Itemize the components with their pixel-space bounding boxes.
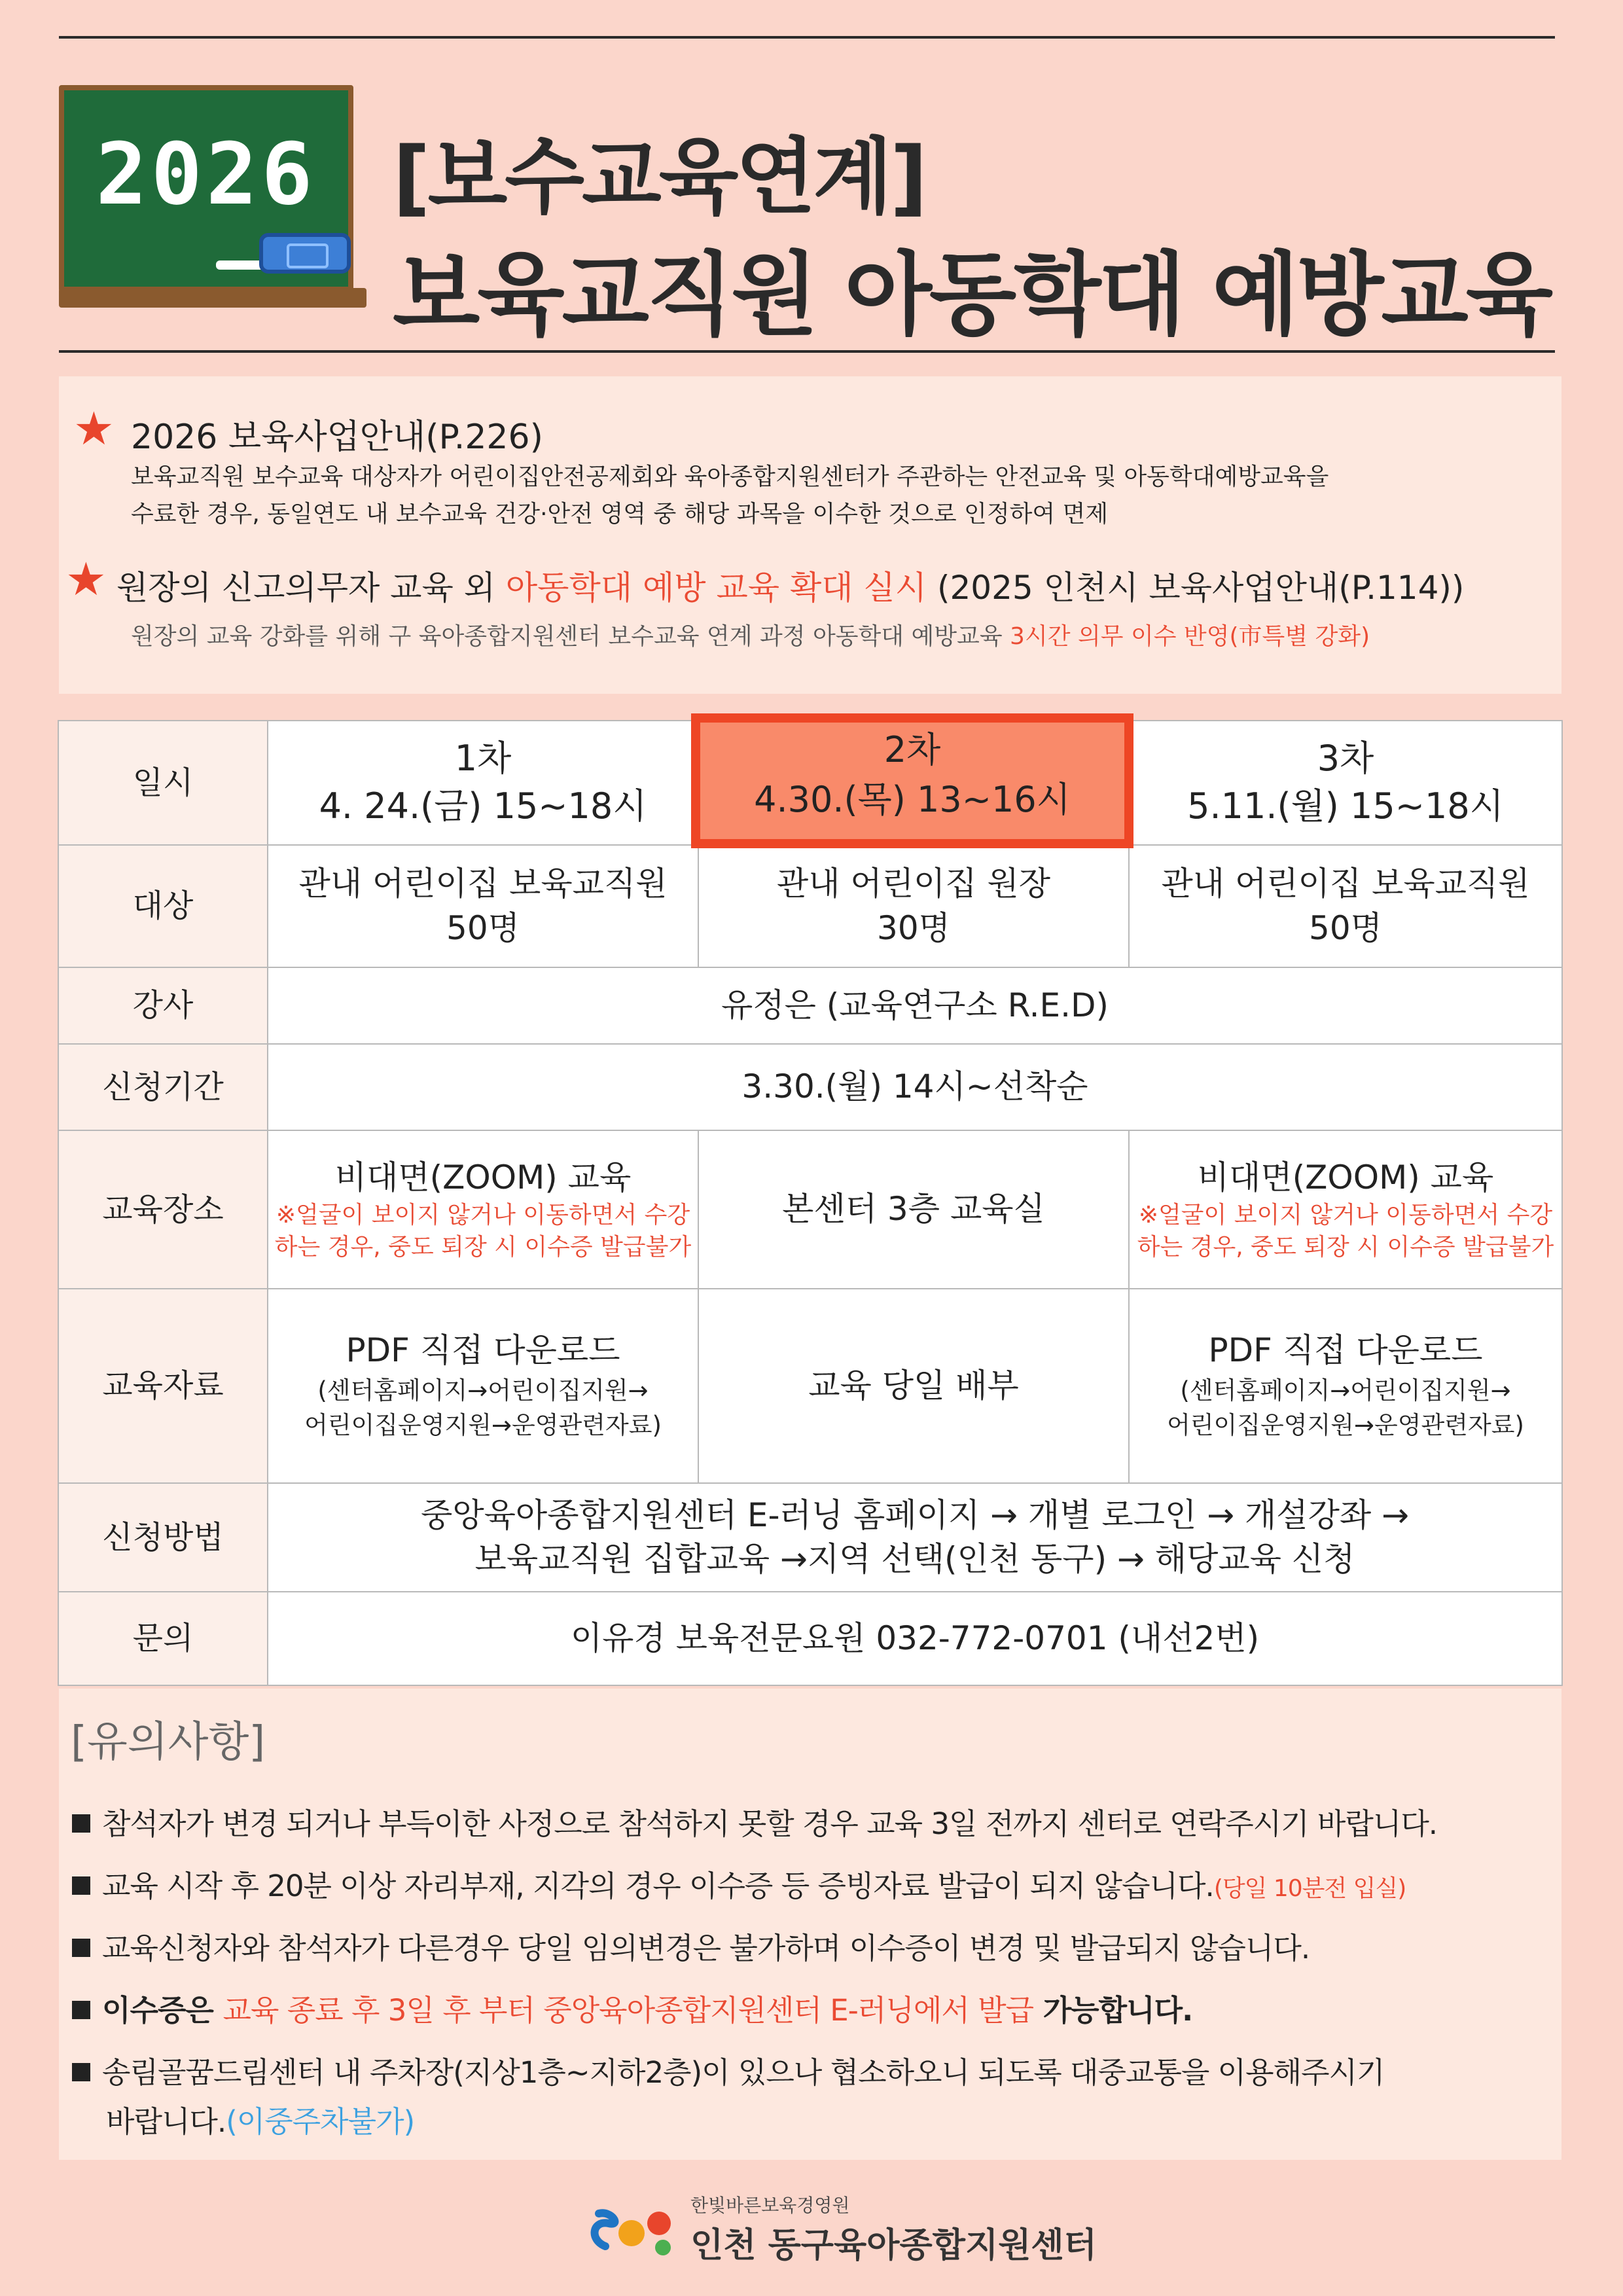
bullet-square-icon <box>72 2001 90 2019</box>
round2-target-cell <box>698 845 1129 967</box>
round1-date: 4. 24.(금) 15~18시 <box>319 785 647 827</box>
info-item2-desc <box>131 618 1370 651</box>
info-item2-desc-a: 원장의 교육 강화를 위해 구 육아종합지원센터 보수교육 연계 과정 아동학대 예방교육 <box>131 623 1010 650</box>
note-5-line2: 바랍니다. <box>106 2104 226 2139</box>
top-rule <box>59 36 1555 39</box>
label-materials: 교육자료 <box>58 1289 268 1483</box>
bullet-square-icon <box>72 1939 90 1957</box>
round2-material: 교육 당일 배부 <box>698 1289 1129 1483</box>
label-place: 교육장소 <box>58 1130 268 1289</box>
round1-label: 1차 <box>454 738 512 780</box>
round2-highlight-text <box>691 725 1133 824</box>
round1-material-cell <box>268 1289 698 1483</box>
round2-target: 관내 어린이집 원장 <box>776 865 1051 903</box>
info-item1-title: 2026 보육사업안내(P.226) <box>131 418 543 457</box>
round3-date-cell <box>1129 721 1562 845</box>
instructor-value: 유정은 (교육연구소 R.E.D) <box>268 967 1562 1044</box>
bullet-square-icon <box>72 1814 90 1833</box>
note-2-text: 교육 시작 후 20분 이상 자리부재, 지각의 경우 이수증 등 증빙자료 발급이 되지 않습니다. <box>102 1869 1214 1903</box>
info-item2-title <box>116 562 1464 609</box>
table-row-apply-method <box>58 1483 1562 1592</box>
table-row-place <box>58 1130 1562 1289</box>
round3-material-cell <box>1129 1289 1562 1483</box>
round1-place-warning-1: ※얼굴이 보이지 않거나 이동하면서 수강 <box>276 1202 690 1229</box>
label-target: 대상 <box>58 845 268 967</box>
apply-method-cell <box>268 1483 1562 1592</box>
info-item2-desc-highlight: 3시간 의무 이수 반영(市특별 강화) <box>1010 623 1370 650</box>
round3-target: 관내 어린이집 보육교직원 <box>1161 865 1530 903</box>
round1-material: PDF 직접 다운로드 <box>346 1331 620 1370</box>
schedule-table <box>58 720 1563 1686</box>
round1-capacity: 50명 <box>446 908 520 947</box>
round1-place-warning-2: 하는 경우, 중도 퇴장 시 이수증 발급불가 <box>274 1233 692 1261</box>
note-item-2 <box>72 1862 1406 1905</box>
info-item1-line1: 보육교직원 보수교육 대상자가 어린이집안전공제회와 육아종합지원센터가 주관하는 안전교육 및 아동학대예방교육을 <box>131 463 1329 490</box>
footer-org-small: 한빛바른보육경영원 <box>690 2195 850 2216</box>
note-item-4 <box>72 1986 1192 2029</box>
info-item2-title-a: 원장의 신고의무자 교육 외 <box>116 569 506 607</box>
note-item-5 <box>72 2049 1384 2091</box>
round3-place-warning-2: 하는 경우, 중도 퇴장 시 이수증 발급불가 <box>1137 1233 1554 1261</box>
round2-date: 4.30.(목) 13~16시 <box>754 778 1071 820</box>
round3-place-warning-1: ※얼굴이 보이지 않거나 이동하면서 수강 <box>1138 1202 1553 1229</box>
round3-material-path-1: (센터홈페이지→어린이집지원→ <box>1180 1376 1511 1405</box>
info-item1-line2: 수료한 경우, 동일연도 내 보수교육 건강·안전 영역 중 해당 과목을 이수한 것으로 인정하여 면제 <box>131 501 1109 528</box>
note-5-line1: 송림골꿈드림센터 내 주차장(지상1층~지하2층)이 있으나 협소하오니 되도록 대중교통을 이용해주시기 <box>102 2055 1385 2090</box>
table-row-target <box>58 845 1562 967</box>
note-5-remark: (이중주차불가) <box>226 2104 415 2139</box>
star-icon: ★ <box>65 552 107 606</box>
board-ledge <box>59 288 366 308</box>
table-row-instructor <box>58 967 1562 1044</box>
note-1-text: 참석자가 변경 되거나 부득이한 사정으로 참석하지 못할 경우 교육 3일 전까지 센터로 연락주시기 바랍니다. <box>102 1806 1438 1841</box>
footer-org-name: 인천 동구육아종합지원센터 <box>690 2226 1097 2265</box>
round2-capacity: 30명 <box>877 908 950 947</box>
round3-capacity: 50명 <box>1309 908 1382 947</box>
label-apply-method: 신청방법 <box>58 1483 268 1592</box>
round3-place: 비대면(ZOOM) 교육 <box>1197 1158 1494 1196</box>
chalkboard-illustration <box>59 85 366 311</box>
apply-method-line1: 중앙육아종합지원센터 E-러닝 홈페이지 → 개별 로그인 → 개설강좌 → <box>421 1496 1409 1534</box>
round1-place-cell <box>268 1130 698 1289</box>
round1-place: 비대면(ZOOM) 교육 <box>334 1158 632 1196</box>
board-year: 2026 <box>96 124 317 224</box>
note-3-text: 교육신청자와 참석자가 다른경우 당일 임의변경은 불가하며 이수증이 변경 및 발급되지 않습니다. <box>102 1931 1310 1965</box>
note-item-1 <box>72 1800 1437 1842</box>
note-item-5-cont <box>106 2098 414 2140</box>
label-contact: 문의 <box>58 1592 268 1685</box>
note-4-text-a: 이수증은 <box>102 1993 223 2028</box>
round3-target-cell <box>1129 845 1562 967</box>
round3-date: 5.11.(월) 15~18시 <box>1187 785 1504 827</box>
round3-place-cell <box>1129 1130 1562 1289</box>
apply-period-value: 3.30.(월) 14시~선착순 <box>268 1044 1562 1130</box>
bullet-square-icon <box>72 2063 90 2081</box>
round1-target-cell <box>268 845 698 967</box>
page-title-line2: 보육교직원 아동학대 예방교육 <box>393 242 1551 348</box>
round3-material: PDF 직접 다운로드 <box>1208 1331 1483 1370</box>
round2-place: 본센터 3층 교육실 <box>698 1130 1129 1289</box>
round1-material-path-2: 어린이집운영지원→운영관련자료) <box>304 1411 662 1440</box>
table-row-materials <box>58 1289 1562 1483</box>
info-item2-title-highlight: 아동학대 예방 교육 확대 실시 <box>505 569 927 607</box>
apply-method-line2: 보육교직원 집합교육 →지역 선택(인천 동구) → 해당교육 신청 <box>474 1540 1355 1578</box>
note-item-3 <box>72 1924 1310 1967</box>
table-row-apply-period <box>58 1044 1562 1130</box>
eraser-icon <box>259 233 351 274</box>
round1-material-path-1: (센터홈페이지→어린이집지원→ <box>317 1376 649 1405</box>
bullet-square-icon <box>72 1876 90 1895</box>
contact-value: 이유경 보육전문요원 032-772-0701 (내선2번) <box>268 1592 1562 1685</box>
note-4-highlight: 교육 종료 후 3일 후 부터 중앙육아종합지원센터 E-러닝에서 발급 <box>223 1993 1034 2028</box>
table-row-contact <box>58 1592 1562 1685</box>
label-date: 일시 <box>58 721 268 845</box>
label-apply-period: 신청기간 <box>58 1044 268 1130</box>
center-logo-icon <box>586 2194 684 2259</box>
round3-material-path-2: 어린이집운영지원→운영관련자료) <box>1167 1411 1524 1440</box>
label-instructor: 강사 <box>58 967 268 1044</box>
star-icon: ★ <box>73 402 115 456</box>
info-item2-title-c: (2025 인천시 보육사업안내(P.114)) <box>927 569 1465 607</box>
round2-label: 2차 <box>883 729 941 770</box>
notes-title: [유의사항] <box>71 1718 266 1767</box>
round1-target: 관내 어린이집 보육교직원 <box>298 865 668 903</box>
note-4-text-c: 가능합니다. <box>1033 1993 1193 2028</box>
round3-label: 3차 <box>1317 738 1374 780</box>
round1-date-cell <box>268 721 698 845</box>
page-title-line1: [보수교육연계] <box>393 129 925 225</box>
header-bottom-rule <box>59 350 1555 353</box>
note-2-remark: (당일 10분전 입실) <box>1213 1875 1406 1902</box>
